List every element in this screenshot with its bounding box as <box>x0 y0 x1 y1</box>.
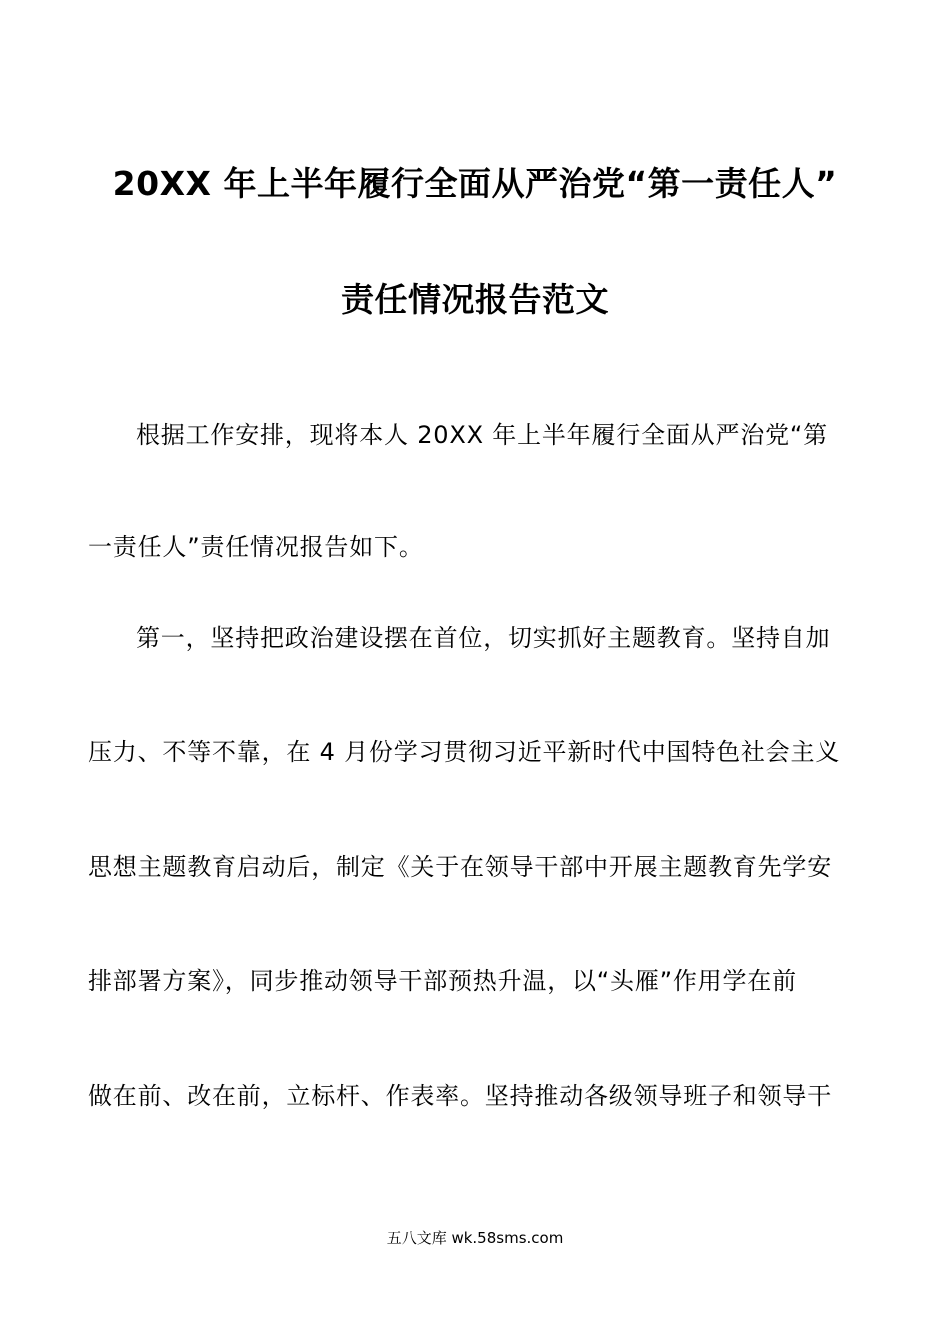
paragraph-line: 根据工作安排，现将本人 20XX 年上半年履行全面从严治党“第 <box>136 421 828 449</box>
paragraph-line: 排部署方案》，同步推动领导干部预热升温，以“头雁”作用学在前 <box>88 967 797 995</box>
paragraph-line: 一责任人”责任情况报告如下。 <box>88 533 424 561</box>
document-title-line-2: 责任情况报告范文 <box>341 280 609 319</box>
paragraph-line: 压力、不等不靠，在 4 月份学习贯彻习近平新时代中国特色社会主义 <box>88 738 841 766</box>
paragraph-line: 做在前、改在前，立标杆、作表率。坚持推动各级领导班子和领导干 <box>88 1082 832 1110</box>
footer-watermark: 五八文库 wk.58sms.com <box>386 1229 564 1247</box>
paragraph-line: 思想主题教育启动后，制定《关于在领导干部中开展主题教育先学安 <box>88 853 832 881</box>
paragraph-line: 第一，坚持把政治建设摆在首位，切实抓好主题教育。坚持自加 <box>136 624 831 652</box>
document-title-line-1: 20XX 年上半年履行全面从严治党“第一责任人” <box>112 164 838 203</box>
